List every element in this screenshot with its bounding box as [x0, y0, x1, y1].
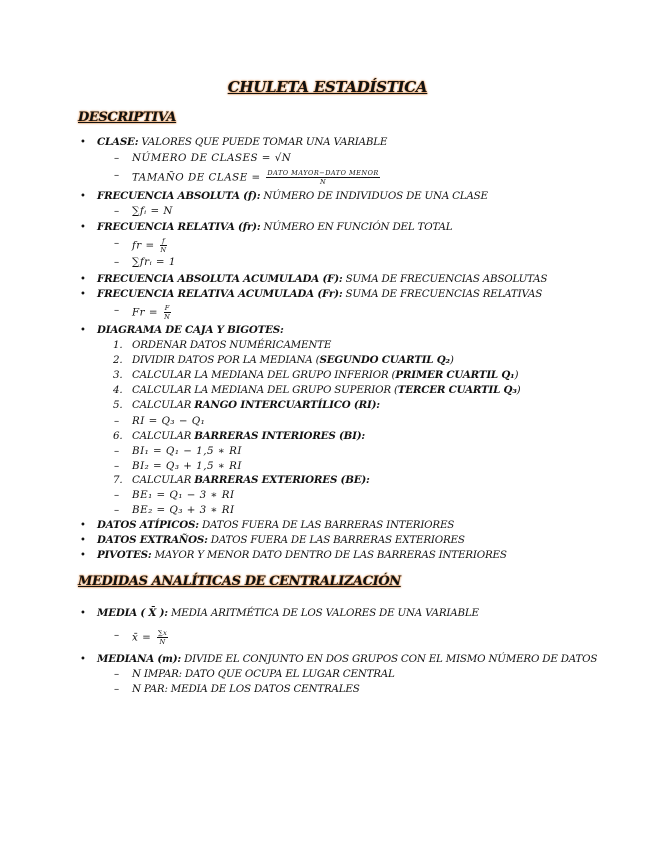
sub-fr-formula [114, 237, 169, 254]
step-bold-term: SEGUNDO CUARTIL Q₂ [319, 354, 450, 366]
sub-be1 [114, 489, 235, 502]
step-text-end: ) [516, 384, 521, 396]
bullet-icon: • [80, 274, 86, 285]
term-atipicos: DATOS ATÍPICOS: [97, 519, 199, 531]
dash-icon: – [114, 683, 119, 695]
item-frecuencia-relativa-acumulada [80, 288, 543, 301]
fraction-denominator: N [159, 638, 166, 646]
item-frecuencia-relativa [80, 221, 453, 234]
formula-be2: BE₂ = Q₃ + 3 ∗ RI [132, 504, 235, 516]
step-text: ORDENAR DATOS NUMÉRICAMENTE [132, 339, 332, 351]
step-bold-term: BARRERAS EXTERIORES (BE): [194, 474, 370, 486]
dash-icon: – [114, 460, 120, 472]
item-pivotes [80, 549, 507, 562]
step-number: 5. [113, 399, 123, 411]
fraction-numerator: ∑x [157, 629, 168, 637]
page-title: CHULETA ESTADÍSTICA [227, 78, 428, 96]
sub-fr-sum [114, 256, 176, 269]
step-bold-term: TERCER CUARTIL Q₃ [397, 384, 517, 396]
item-frecuencia-absoluta [80, 190, 488, 203]
def-fra: SUMA DE FRECUENCIAS RELATIVAS [342, 288, 543, 300]
fraction-Fr [164, 304, 171, 321]
formula-tamano-prefix: TAMAÑO DE CLASE = [132, 171, 265, 184]
formula-bi2: BI₂ = Q₃ + 1,5 ∗ RI [132, 460, 242, 472]
def-fr: NÚMERO EN FUNCIÓN DEL TOTAL [260, 221, 453, 233]
def-pivotes: MAYOR Y MENOR DATO DENTRO DE LAS BARRERAS INTERIORES [151, 549, 507, 561]
bullet-icon: • [80, 325, 86, 336]
formula-fr-prefix: fr = [132, 239, 159, 252]
sub-be2 [114, 504, 235, 517]
term-clase: CLASE: [97, 136, 139, 148]
term-mediana: MEDIANA (m): [97, 653, 182, 665]
item-frecuencia-absoluta-acumulada [80, 273, 548, 286]
section-heading-descriptiva: DESCRIPTIVA [78, 110, 177, 125]
bullet-icon: • [80, 191, 86, 202]
step-6 [113, 430, 366, 443]
step-5 [113, 399, 380, 412]
step-bold-term: BARRERAS INTERIORES (BI): [194, 430, 366, 442]
dash-icon: – [114, 256, 120, 268]
dash-icon: – [114, 237, 120, 249]
section-heading-centralizacion: MEDIDAS ANALÍTICAS DE CENTRALIZACIÓN [78, 574, 401, 589]
step-bold-term: PRIMER CUARTIL Q₁ [395, 369, 515, 381]
formula-bi1: BI₁ = Q₁ − 1,5 ∗ RI [132, 445, 242, 457]
bullet-icon: • [80, 535, 86, 546]
dash-icon: – [114, 415, 120, 427]
step-1 [113, 339, 332, 352]
dash-icon: – [114, 629, 120, 641]
sub-ri [114, 415, 206, 428]
dash-icon: – [114, 445, 120, 457]
fraction-denominator: N [320, 178, 327, 186]
term-fa: FRECUENCIA ABSOLUTA (f): [97, 190, 261, 202]
sub-fa-sum [114, 205, 173, 218]
term-fra: FRECUENCIA RELATIVA ACUMULADA (Fr): [97, 288, 343, 300]
step-4 [113, 384, 521, 397]
formula-be1: BE₁ = Q₁ − 3 ∗ RI [132, 489, 235, 501]
step-text: CALCULAR [132, 474, 195, 486]
bullet-icon: • [80, 222, 86, 233]
item-datos-extranos [80, 534, 465, 547]
step-text: CALCULAR [132, 399, 195, 411]
fraction-denominator: N [164, 313, 171, 321]
formula-num-clases: NÚMERO DE CLASES = √N [132, 152, 292, 164]
item-media [80, 607, 479, 620]
step-number: 4. [113, 384, 123, 396]
item-clase [80, 136, 388, 149]
step-number: 2. [113, 354, 123, 366]
sub-bi1 [114, 445, 242, 458]
formula-ri: RI = Q₃ − Q₁ [132, 415, 206, 427]
term-extranos: DATOS EXTRAÑOS: [97, 534, 208, 546]
text-n-impar: N IMPAR: DATO QUE OCUPA EL LUGAR CENTRAL [132, 668, 395, 680]
item-mediana [80, 653, 598, 666]
step-7 [113, 474, 370, 487]
dash-icon: – [114, 152, 120, 164]
dash-icon: – [114, 205, 120, 217]
bullet-icon: • [80, 137, 86, 148]
step-text: CALCULAR LA MEDIANA DEL GRUPO SUPERIOR ( [132, 384, 398, 396]
item-datos-atipicos [80, 519, 455, 532]
sub-tamano-clase [114, 169, 382, 186]
def-mediana: DIVIDE EL CONJUNTO EN DOS GRUPOS CON EL MISMO NÚMERO DE DATOS [181, 653, 598, 665]
step-number: 7. [113, 474, 123, 486]
fraction-numerator: F [164, 304, 170, 312]
fraction-media [157, 629, 168, 646]
term-pivotes: PIVOTES: [97, 549, 152, 561]
def-extranos: DATOS FUERA DE LAS BARRERAS EXTERIORES [207, 534, 465, 546]
step-text-end: ) [514, 369, 519, 381]
step-text: CALCULAR [132, 430, 195, 442]
step-number: 6. [113, 430, 123, 442]
step-text-end: ) [449, 354, 454, 366]
bullet-icon: • [80, 608, 86, 619]
formula-fa-sum: ∑fᵢ = N [132, 205, 173, 217]
fraction-fr [160, 237, 166, 254]
step-bold-term: RANGO INTERCUARTÍLICO (RI): [194, 399, 380, 411]
bullet-icon: • [80, 654, 86, 665]
dash-icon: – [114, 169, 120, 181]
sub-Fr-formula [114, 304, 173, 321]
step-text: DIVIDIR DATOS POR LA MEDIANA ( [132, 354, 320, 366]
def-clase: VALORES QUE PUEDE TOMAR UNA VARIABLE [138, 136, 388, 148]
step-3 [113, 369, 519, 382]
formula-fr-sum: ∑frᵢ = 1 [132, 256, 176, 268]
def-media: MEDIA ARITMÉTICA DE LOS VALORES DE UNA VARIABLE [167, 607, 479, 619]
def-fa: NÚMERO DE INDIVIDUOS DE UNA CLASE [260, 190, 488, 202]
dash-icon: – [114, 668, 119, 680]
formula-Fr-prefix: Fr = [132, 306, 162, 319]
item-diagrama-caja [80, 324, 284, 337]
fraction-numerator: DATO MAYOR−DATO MENOR [267, 169, 379, 177]
formula-media-prefix: x̄ = [132, 631, 155, 644]
bullet-icon: • [80, 520, 86, 531]
def-faa: SUMA DE FRECUENCIAS ABSOLUTAS [342, 273, 548, 285]
text-n-par: N PAR: MEDIA DE LOS DATOS CENTRALES [132, 683, 360, 695]
fraction-tamano [266, 169, 379, 186]
fraction-denominator: N [160, 246, 167, 254]
step-number: 3. [113, 369, 123, 381]
step-number: 1. [113, 339, 123, 351]
step-2 [113, 354, 454, 367]
sub-num-clases [114, 152, 292, 165]
dash-icon: – [114, 489, 120, 501]
term-fr: FRECUENCIA RELATIVA (fr): [97, 221, 261, 233]
term-media: MEDIA ( X̄ ): [97, 607, 168, 619]
term-diagrama: DIAGRAMA DE CAJA Y BIGOTES: [97, 324, 284, 336]
bullet-icon: • [80, 289, 86, 300]
def-atipicos: DATOS FUERA DE LAS BARRERAS INTERIORES [198, 519, 455, 531]
fraction-numerator: f [162, 237, 165, 245]
sub-n-impar [114, 668, 395, 681]
term-faa: FRECUENCIA ABSOLUTA ACUMULADA (F): [97, 273, 343, 285]
dash-icon: – [114, 504, 120, 516]
dash-icon: – [114, 304, 120, 316]
sub-n-par [114, 683, 360, 696]
bullet-icon: • [80, 550, 86, 561]
sub-bi2 [114, 460, 242, 473]
step-text: CALCULAR LA MEDIANA DEL GRUPO INFERIOR ( [132, 369, 396, 381]
sub-media-formula [114, 629, 170, 646]
